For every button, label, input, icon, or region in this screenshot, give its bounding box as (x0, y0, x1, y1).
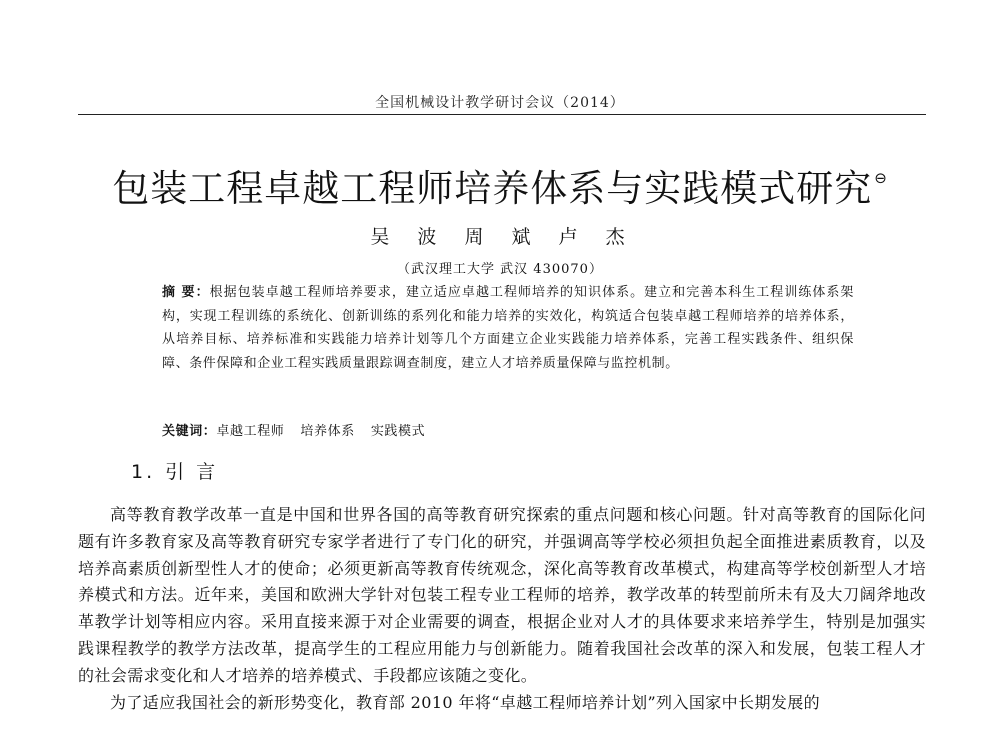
keyword-item: 卓越工程师 (216, 424, 285, 439)
running-header: 全国机械设计教学研讨会议（2014） (375, 95, 625, 111)
abstract-label: 摘 要： (162, 285, 210, 300)
authors: 吴 波 周 斌 卢 杰 (370, 226, 630, 248)
section-heading (131, 457, 227, 484)
keywords-label: 关键词： (162, 424, 217, 439)
paper-title-text: 包装工程卓越工程师培养体系与实践模式研究 (112, 167, 873, 210)
keyword-item: 培养体系 (300, 424, 355, 439)
section-number: 1. (131, 461, 156, 483)
body-text (78, 502, 926, 716)
title-footnote-mark: ⊖ (874, 169, 888, 187)
paper-title (0, 158, 1000, 212)
header-rule (78, 114, 926, 115)
paragraph: 高等教育教学改革一直是中国和世界各国的高等教育研究探索的重点问题和核心问题。针对高等教育的国际化问题有许多教育家及高等教育研究专家学者进行了专门化的研究，并强调高等学校必须担负起全面推进素质教育，以及培养高素质创新型性人才的使命；必须更新高等教育传统观念，深化高等教育改革模式，构建高等学校创新型人才培养模式和方法。近年来，美国和欧洲大学针对包装工程专业工程师的培养，教学改革的转型前所未有及大刀阔斧地改革教学计划等相应内容。采用直接来源于对企业需要的调查，根据企业对人才的具体要求来培养学生，特别是加强实践课程教学的教学方法改革，提高学生的工程应用能力与创新能力。随着我国社会改革的深入和发展，包装工程人才的社会需求变化和人才培养的培养模式、手段都应该随之变化。 (78, 505, 926, 685)
abstract-text: 根据包装卓越工程师培养要求，建立适应卓越工程师培养的知识体系。建立和完善本科生工程训练体系架构，实现工程训练的系统化、创新训练的系列化和能力培养的实效化，构筑适合包装卓越工程师培养的培养体系，从培养目标、培养标准和实践能力培养计划等几个方面建立企业实践能力培养体系，完善工程实践条件、组织保障、条件保障和企业工程实践质量跟踪调查制度，建立人才培养质量保障与监控机制。 (162, 285, 854, 371)
keyword-item: 实践模式 (370, 424, 426, 439)
keywords (162, 420, 854, 439)
section-title: 引言 (165, 461, 228, 483)
paragraph: 为了适应我国社会的新形势变化，教育部 2010 年将“卓越工程师培养计划”列入国家中长期发展的 (110, 692, 821, 712)
affiliation: （武汉理工大学 武汉 430070） (397, 262, 603, 277)
abstract (162, 281, 854, 375)
